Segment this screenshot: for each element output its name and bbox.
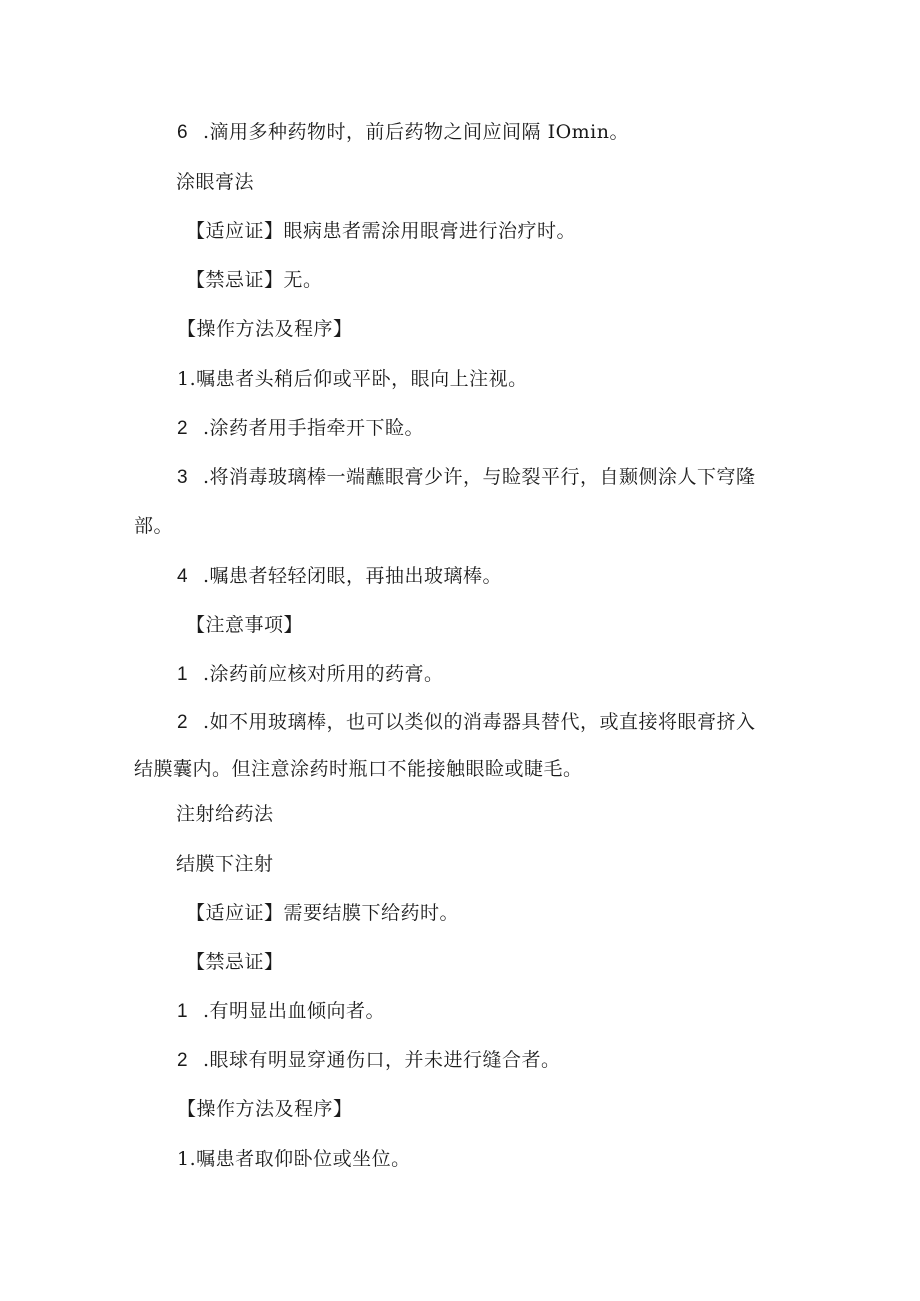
step-number: 6	[177, 122, 189, 143]
step-number: 2	[177, 1050, 189, 1071]
step-3-line	[177, 465, 756, 490]
step-number: 2	[177, 712, 189, 733]
procedure-heading: 【操作方法及程序】	[177, 318, 353, 340]
precaution-1-line	[177, 662, 444, 687]
step-text: .眼球有明显穿通伤口，并未进行缝合者。	[203, 1049, 561, 1071]
step-text: .如不用玻璃棒，也可以类似的消毒器具替代，或直接将眼膏挤入	[203, 711, 756, 733]
indications-line: 【适应证】眼病患者需涂用眼膏进行治疗时。	[186, 220, 577, 242]
step-1-line: 1.嘱患者头稍后仰或平卧，眼向上注视。	[177, 368, 528, 390]
step-number: 4	[177, 566, 189, 587]
procedure-heading: 【操作方法及程序】	[177, 1098, 353, 1120]
contraindications-line: 【禁忌证】无。	[186, 269, 323, 291]
section-heading: 注射给药法	[176, 803, 274, 825]
step-text: .有明显出血倾向者。	[203, 1000, 386, 1022]
precaution-2-continuation: 结膜囊内。但注意涂药时瓶口不能接触眼睑或睫毛。	[134, 758, 583, 780]
step-1-line: 1.嘱患者取仰卧位或坐位。	[177, 1148, 411, 1170]
step-3-continuation: 部。	[134, 515, 174, 537]
step-number: 2	[177, 418, 189, 439]
step-4-line	[177, 564, 502, 589]
step-2-line	[177, 416, 424, 441]
step-text: .滴用多种药物时，前后药物之间应间隔 IOmin。	[203, 121, 629, 143]
step-text: .嘱患者轻轻闭眼，再抽出玻璃棒。	[203, 565, 503, 587]
contraindications-heading: 【禁忌证】	[186, 951, 284, 973]
precaution-2-line	[177, 710, 756, 735]
step-number: 3	[177, 467, 189, 488]
step-number: 1	[177, 1001, 189, 1022]
step-number: 1	[177, 664, 189, 685]
step-text: .涂药前应核对所用的药膏。	[203, 663, 444, 685]
indications-line: 【适应证】需要结膜下给药时。	[186, 902, 460, 924]
step-text: .将消毒玻璃棒一端蘸眼膏少许，与睑裂平行，自颞侧涂人下穹隆	[203, 466, 756, 488]
contraindication-2-line	[177, 1048, 561, 1073]
step-6-line	[177, 120, 629, 145]
contraindication-1-line	[177, 999, 385, 1024]
step-text: .涂药者用手指牵开下睑。	[203, 417, 425, 439]
subsection-heading: 结膜下注射	[176, 853, 274, 875]
precautions-heading: 【注意事项】	[186, 614, 304, 636]
section-heading: 涂眼膏法	[176, 171, 255, 193]
